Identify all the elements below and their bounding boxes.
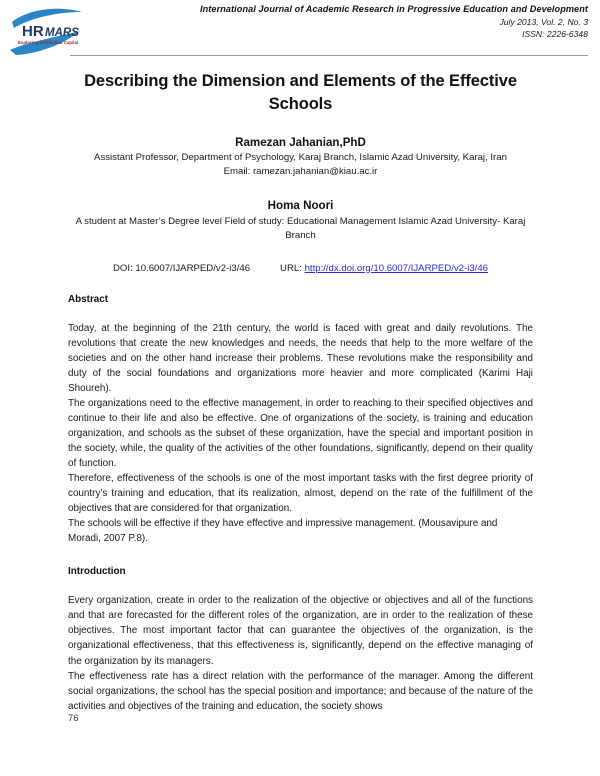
author-name: Homa Noori [267,199,334,213]
author-affiliation: A student at Master’s Degree level Field of study: Educational Management Islamic Azad University- Karaj Branch [75,215,526,241]
page-header [0,0,600,58]
journal-issue: July 2013, Vol. 2, No. 3 [499,16,588,27]
author-name: Ramezan Jahanian,PhD [235,135,366,149]
hrmars-logo-graphic [8,4,104,56]
author-block-2 [68,197,533,242]
abstract-paragraph-1: Today, at the beginning of the 21th century, the world is faced with great and daily revolutions. The revolutions that create the new knowledges and needs, the needs that help to the more welfare of the societies and on the other hand increase their problems. These revolutions make the responsibility and duty of the social foundations and organizations more heavier and more complicated (Karimi Haji Shoureh). [68,322,533,394]
section-heading-introduction: Introduction [68,566,126,578]
document-body [68,62,533,714]
introduction-paragraph-1: Every organization, create in order to the realization of the objective or objectives and all of the functions and that are forecasted for the different roles of the organization, are in order to the realization of these objectives. The most important factor that can guarantee the objectives of the organization, is the organizational effectiveness, that this effectiveness is, significantly, depend on the effective managing of the organization by its managers. [68,595,533,667]
logo-tagline: Exploring Intellectual Capital [18,40,79,45]
logo-word-hr: HR [22,23,44,40]
logo-word-mars: MARS [45,27,79,39]
doi-label: DOI: 10.6007/IJARPED/v2-i3/46 [112,262,251,274]
journal-name: International Journal of Academic Research in Progressive Education and Development [200,4,588,14]
author-block-1 [68,134,533,179]
page-number: 76 [68,712,79,723]
header-meta [200,3,588,41]
introduction-paragraph-2: The effectiveness rate has a direct relation with the performance of the manager. Among the different social organizations, the school has the special position and importance; and because of the nature of the activities and objectives of the training and education, the society shows [68,670,533,712]
section-heading-abstract: Abstract [68,293,109,305]
author-affiliation: Assistant Professor, Department of Psychology, Karaj Branch, Islamic Azad University, Karaj, Iran [94,152,507,164]
abstract-paragraph-4: The schools will be effective if they have effective and impressive management. (Mousavipure and Moradi, 2007 P.8). [68,518,498,545]
url-label: URL: [280,262,302,274]
abstract-paragraph-3: Therefore, effectiveness of the schools is one of the most important tasks with the first degree priority of country’s training and education, that its realization, almost, depend on the rate of the fulfillment of the objectives that are considered for that organization. [68,473,533,515]
hrmars-logo [8,4,104,56]
abstract-paragraph-2: The organizations need to the effective management, in order to reaching to their specified objectives and continue to their life and also be effective. One of organizations of the society, is training and education organization, and schools as the subset of these organization, have the special and important position in the society, while, the quality of the activities of the other foundations, significantly, depend on their quality of function. [68,397,533,470]
doi-url-link[interactable]: http://dx.doi.org/10.6007/IJARPED/v2-i3/46 [304,262,489,274]
journal-issn: ISSN: 2226-6348 [522,29,588,40]
author-email: Email: ramezan.jahanian@kiau.ac.ir [223,166,378,178]
header-divider [70,55,588,56]
identifier-line [68,263,533,274]
page-title: Describing the Dimension and Elements of the Effective Schools [84,72,517,114]
